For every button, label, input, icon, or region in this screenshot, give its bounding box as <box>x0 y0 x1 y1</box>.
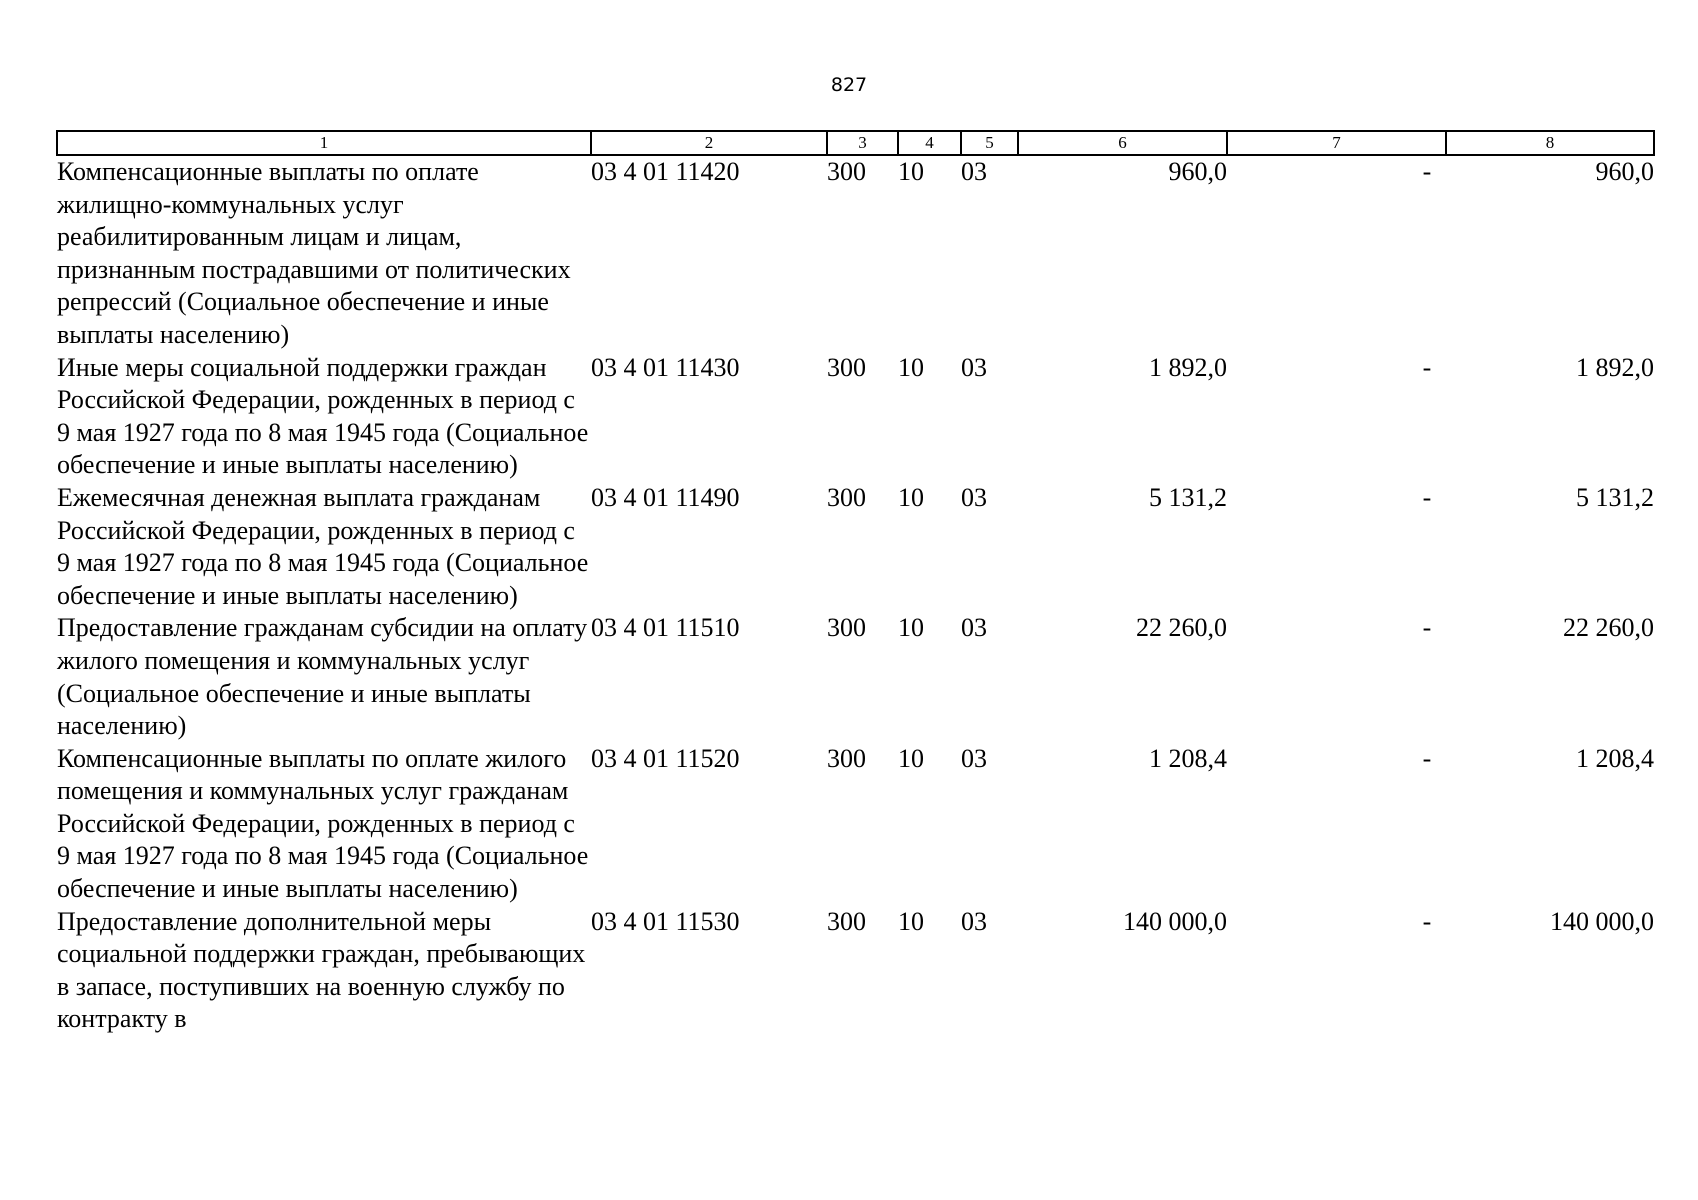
amount-column-7 <box>1227 612 1446 742</box>
amount-column-6: 140 000,0 <box>1123 906 1227 936</box>
amount-column-8: 140 000,0 <box>1550 906 1654 936</box>
expense-name: Иные меры социальной поддержки граждан Российской Федерации, рожденных в период с 9 мая 1927 года по 8 мая 1945 года (Социальное обеспечение и иные выплаты населению) <box>57 352 589 480</box>
column-header: 2 <box>591 131 827 155</box>
amount-column-8: 1 208,4 <box>1576 743 1654 773</box>
amount-column-7 <box>1227 482 1446 612</box>
column-header: 6 <box>1018 131 1227 155</box>
target-article-code: 03 4 01 11510 <box>591 613 740 643</box>
expense-type-code: 300 <box>827 157 866 186</box>
dash-value: - <box>1422 482 1432 512</box>
expense-name: Предоставление дополнительной меры социальной поддержки граждан, пребывающих в запасе, поступивших на военную службу по контракту в <box>57 906 586 1034</box>
target-article-code: 03 4 01 11530 <box>591 906 740 936</box>
expense-name: Предоставление гражданам субсидии на оплату жилого помещения и коммунальных услуг (Социальное обеспечение и иные выплаты населению) <box>57 613 588 741</box>
table-row <box>57 743 1654 906</box>
amount-column-8: 5 131,2 <box>1576 482 1654 512</box>
target-article-code: 03 4 01 11420 <box>591 157 740 186</box>
amount-column-7 <box>1227 155 1446 352</box>
expense-type-code: 300 <box>827 906 866 936</box>
amount-column-8: 960,0 <box>1595 157 1654 186</box>
expense-type-code: 300 <box>827 482 866 512</box>
target-article-code: 03 4 01 11520 <box>591 743 740 773</box>
amount-column-6: 22 260,0 <box>1136 613 1227 643</box>
subsection-code: 03 <box>961 613 987 643</box>
dash-value: - <box>1422 157 1432 186</box>
target-article-code: 03 4 01 11430 <box>591 352 740 382</box>
page-number: 827 <box>830 74 868 96</box>
amount-column-7 <box>1227 906 1446 1036</box>
section-code: 10 <box>898 613 924 643</box>
subsection-code: 03 <box>961 743 987 773</box>
table-row <box>57 482 1654 612</box>
expense-type-code: 300 <box>827 743 866 773</box>
column-header: 4 <box>898 131 961 155</box>
section-code: 10 <box>898 352 924 382</box>
column-header: 3 <box>827 131 898 155</box>
section-code: 10 <box>898 743 924 773</box>
subsection-code: 03 <box>961 482 987 512</box>
expense-name: Ежемесячная денежная выплата гражданам Российской Федерации, рожденных в период с 9 мая 1927 года по 8 мая 1945 года (Социальное обеспечение и иные выплаты населению) <box>57 482 589 610</box>
expense-name: Компенсационные выплаты по оплате жилого помещения и коммунальных услуг гражданам Российской Федерации, рожденных в период с 9 мая 1927 года по 8 мая 1945 года (Социальное обеспечение и иные выплаты населению) <box>57 743 589 904</box>
expense-type-code: 300 <box>827 613 866 643</box>
budget-table <box>56 130 1655 1036</box>
amount-column-7 <box>1227 743 1446 906</box>
subsection-code: 03 <box>961 352 987 382</box>
table-row <box>57 612 1654 742</box>
table-row <box>57 352 1654 482</box>
amount-column-8: 1 892,0 <box>1576 352 1654 382</box>
dash-value: - <box>1422 613 1432 643</box>
section-code: 10 <box>898 482 924 512</box>
subsection-code: 03 <box>961 157 987 186</box>
header-row <box>57 131 1654 155</box>
table-row <box>57 155 1654 352</box>
amount-column-8: 22 260,0 <box>1563 613 1654 643</box>
amount-column-6: 1 892,0 <box>1149 352 1227 382</box>
column-header: 7 <box>1227 131 1446 155</box>
amount-column-6: 1 208,4 <box>1149 743 1227 773</box>
section-code: 10 <box>898 906 924 936</box>
section-code: 10 <box>898 157 924 186</box>
expense-name: Компенсационные выплаты по оплате жилищно-коммунальных услуг реабилитированным лицам и лицам, признанным пострадавшими от политических репрессий (Социальное обеспечение и иные выплаты населению) <box>57 157 571 349</box>
table-row <box>57 906 1654 1036</box>
dash-value: - <box>1422 906 1432 936</box>
amount-column-7 <box>1227 352 1446 482</box>
dash-value: - <box>1422 743 1432 773</box>
column-header: 8 <box>1446 131 1654 155</box>
dash-value: - <box>1422 352 1432 382</box>
column-header: 5 <box>961 131 1018 155</box>
column-header: 1 <box>57 131 591 155</box>
amount-column-6: 960,0 <box>1168 157 1227 186</box>
target-article-code: 03 4 01 11490 <box>591 482 740 512</box>
column-number-header <box>57 131 1654 155</box>
subsection-code: 03 <box>961 906 987 936</box>
expense-type-code: 300 <box>827 352 866 382</box>
amount-column-6: 5 131,2 <box>1149 482 1227 512</box>
